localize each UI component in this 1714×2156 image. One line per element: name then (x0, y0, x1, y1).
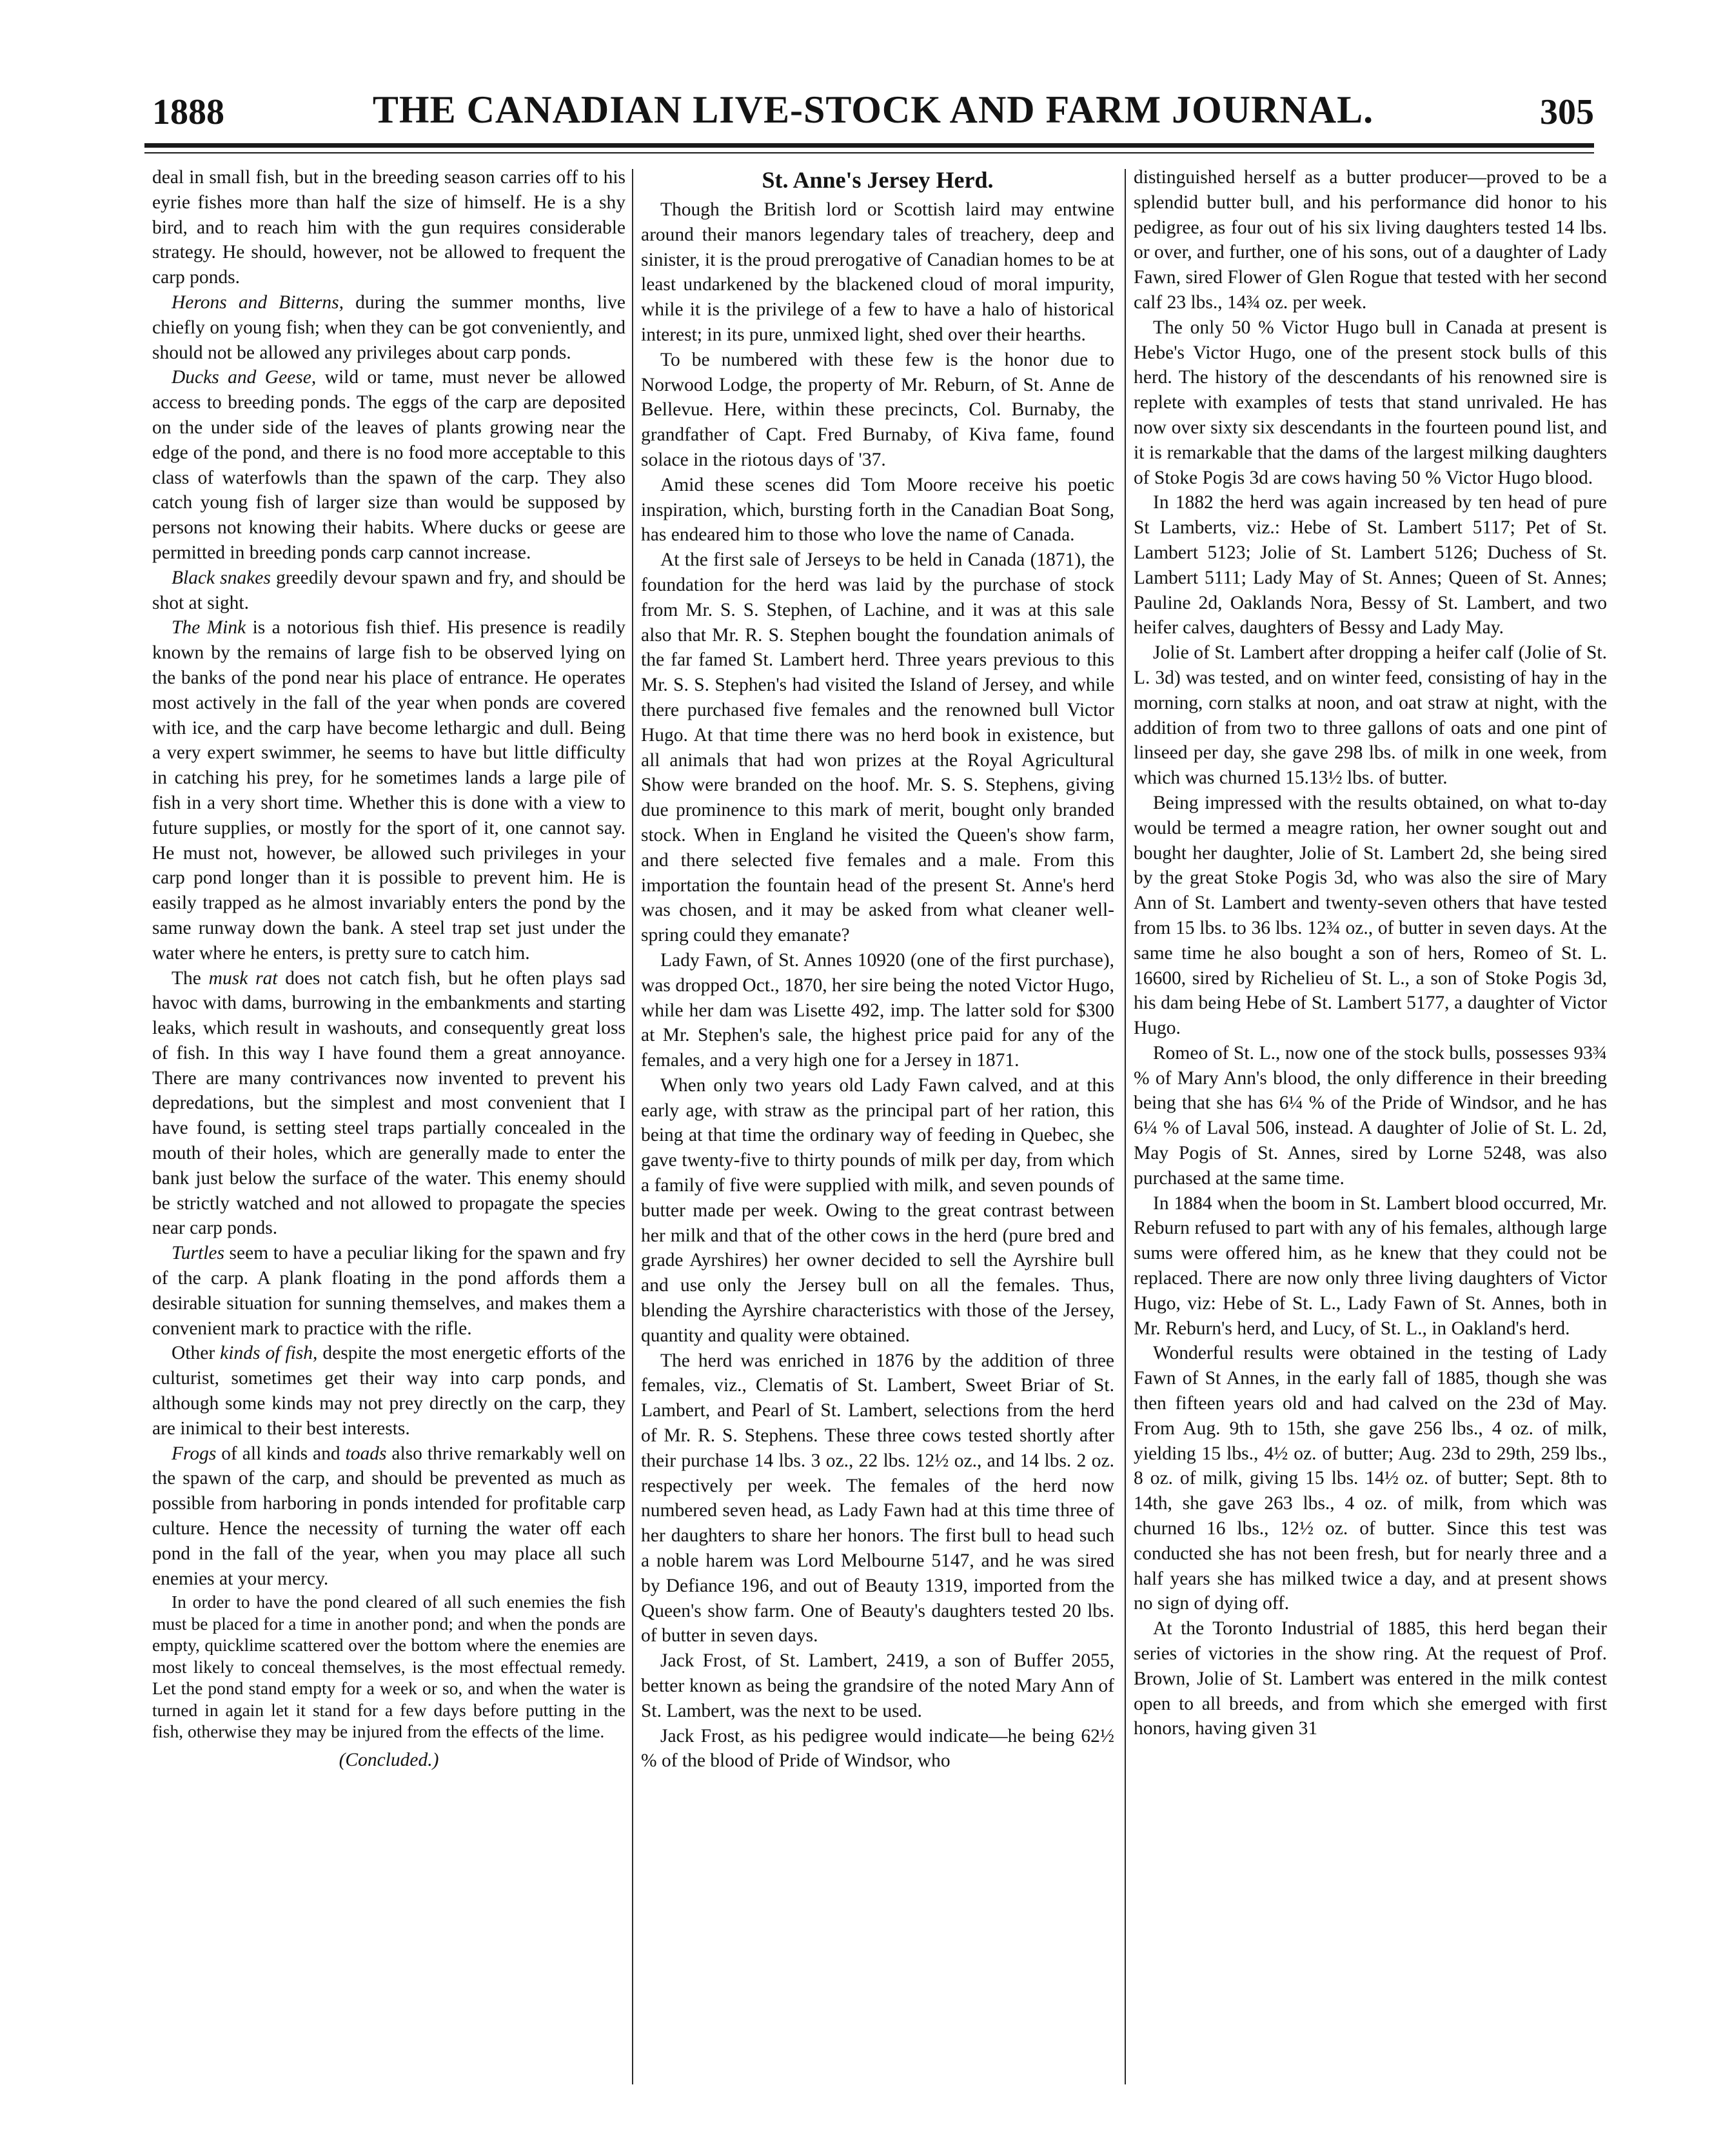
run-in-heading: Ducks and Geese, (172, 367, 317, 388)
paragraph: Amid these scenes did Tom Moore receive his poetic inspiration, which, bursting forth in the Canadian Boat Song, has endeared him to those who love the name of Canada. (641, 474, 1114, 546)
paragraph (152, 966, 626, 1241)
run-in-heading: toads (345, 1443, 387, 1464)
paragraph-text: wild or tame, must never be allowed access to breeding ponds. The eggs of the carp are deposited on the under side of the leaves of plants growing near the edge of the pond, and there is no food more acceptable to this class of waterfowls than the spawn of the carp. They also catch young fish of larger size than would be supposed by persons not knowing their habits. Where ducks or geese are permitted in breeding ponds carp cannot increase. (152, 367, 626, 563)
paragraph: To be numbered with these few is the honor due to Norwood Lodge, the property of Mr. Reburn, of St. Anne de Bellevue. Here, within these precincts, Col. Burnaby, the grandfather of Capt. Fred Burnaby, of Kiva fame, found solace in the riotous days of '37. (641, 349, 1114, 470)
page-year: 1888 (152, 92, 224, 132)
paragraph-text: is a notorious fish thief. His presence is readily known by the remains of large fish to be observed lying on the banks of the pond near his place of entrance. He operates most actively in the fall of the year when ponds are covered with ice, and the carp have become lethargic and dull. Being a very expert swimmer, he seems to have but little difficulty in catching his prey, for he sometimes lands a large pile of fish in a very short time. Whether this is done with a view to future supplies, or mostly for the sport of it, one cannot say. He must not, however, be allowed such privileges in your carp pond longer than it is possible to prevent him. He is easily trapped as he almost invariably enters the pond by the same runway down the bank. A steel trap set just under the water where he enters, is pretty sure to catch him. (152, 617, 626, 964)
paragraph (152, 1341, 626, 1441)
paragraph (152, 365, 626, 565)
run-in-heading: musk rat (208, 967, 278, 989)
paragraph-text: of all kinds and (216, 1443, 346, 1464)
paragraph (152, 1241, 626, 1341)
run-in-heading: Frogs (172, 1443, 217, 1464)
journal-title: THE CANADIAN LIVE-STOCK AND FARM JOURNAL. (372, 88, 1374, 131)
paragraph: Lady Fawn, of St. Annes 10920 (one of the first purchase), was dropped Oct., 1870, her sire being the noted Victor Hugo, while her dam was Lisette 492, imp. The latter sold for $300 at Mr. Stephen's sale, the highest price paid for any of the females, and a very high one for a Jersey in 1871. (641, 949, 1114, 1071)
paragraph-text: also thrive remarkably well on the spawn of the carp, and should be prevented as much as possible from harboring in ponds intended for profitable carp culture. Hence the necessity of turning the water off each pond in the fall of the year, when you may place all such enemies at your mercy. (152, 1443, 626, 1589)
paragraph-text: does not catch fish, but he often plays sad havoc with dams, burrowing in the embankments and starting leaks, which result in washouts, and consequently great loss of fish. In this way I have found them a great annoyance. There are many contrivances now invented to prevent his depredations, but the simplest and most convenient that I have found, is setting steel traps partially concealed in the mouth of their holes, which are generally made to enter the bank just below the surface of the water. This enemy should be strictly watched and not allowed to propagate the species near carp ponds. (152, 967, 626, 1239)
paragraph-text: The (172, 967, 209, 989)
paragraph-text: seem to have a peculiar liking for the spawn and fry of the carp. A plank floating in the pond affords them a desirable situation for sunning themselves, and makes them a convenient mark to practice with the rifle. (152, 1243, 626, 1339)
paragraph: Being impressed with the results obtained, on what to-day would be termed a meagre ration, her owner sought out and bought her daughter, Jolie of St. Lambert 2d, she being sired by the great Stoke Pogis 3d, who was also the sire of Mary Ann of St. Lambert and twenty-seven others that have tested from 15 lbs. to 36 lbs. 12¾ oz., of butter in seven days. At the same time he also bought a son of hers, Romeo of St. L. 16600, sired by Richelieu of St. L., a son of Stoke Pogis 3d, his dam being Hebe of St. Lambert 5177, a daughter of Victor Hugo. (1134, 792, 1607, 1039)
paragraph-text: greedily devour spawn and fry, and should be shot at sight. (152, 567, 626, 613)
run-in-heading: Turtles (172, 1243, 224, 1264)
paragraph (152, 615, 626, 965)
paragraph: At the Toronto Industrial of 1885, this herd began their series of victories in the show ring. At the request of Prof. Brown, Jolie of St. Lambert was entered in the milk contest open to all breeds, and from which she emerged with first honors, having given 31 (1134, 1618, 1607, 1739)
column-2 (641, 165, 1114, 1774)
run-in-heading: The Mink (172, 617, 246, 638)
paragraph: The herd was enriched in 1876 by the addition of three females, viz., Clematis of St. Lambert, Sweet Briar of St. Lambert, and Pearl of St. Lambert, selections from the herd of Mr. R. S. Stephens. These three cows tested shortly after their purchase 14 lbs. 3 oz., 22 lbs. 12½ oz., and 14 lbs. 2 oz. respectively per week. The females of the herd now numbered seven head, as Lady Fawn had at this time three of her daughters to share her honors. The first bull to head such a noble harem was Lord Melbourne 5147, and he was sired by Defiance 196, and out of Beauty 1319, imported from the Queen's show farm. One of Beauty's daughters tested 20 lbs. of butter in seven days. (641, 1350, 1114, 1647)
run-in-heading: Herons and Bitterns, (172, 292, 344, 313)
paragraph: deal in small fish, but in the breeding season carries off to his eyrie fishes more than half the size of himself. He is a shy bird, and to reach him with the gun requires considerable strategy. He should, however, not be allowed to frequent the carp ponds. (152, 167, 626, 288)
paragraph: Though the British lord or Scottish laird may entwine around their manors legendary tales of treachery, deep and sinister, it is the proud prerogative of Canadian homes to be at least undarkened by the blackened cloud of moral impurity, while it is the privilege of a few to have a halo of historical interest; in its pure, unmixed light, shed over their hearths. (641, 199, 1114, 345)
header-rule-thick (144, 143, 1594, 148)
header-rule-thin (144, 152, 1594, 153)
paragraph-text: Other (172, 1343, 221, 1364)
column-3 (1134, 165, 1607, 1741)
page-number: 305 (1540, 92, 1594, 132)
paragraph: When only two years old Lady Fawn calved, and at this early age, with straw as the principal part of her ration, this being at that time the ordinary way of feeding in Quebec, she gave twenty-five to thirty pounds of milk per day, from which a family of five were supplied with milk, and seven pounds of butter made per week. Owing to the great contrast between her milk and that of the other cows in the herd (pure bred and grade Ayrshires) her owner decided to sell the Ayrshire bull and use only the Jersey bull on all the females. Thus, blending the Ayrshire characteristics with those of the Jersey, quantity and quality were obtained. (641, 1074, 1114, 1346)
small-print-paragraph: In order to have the pond cleared of all such enemies the fish must be placed for a time in another pond; and when the ponds are empty, quicklime scattered over the bottom where the enemies are most likely to conceal themselves, is the most effectual remedy. Let the pond stand empty for a week or so, and when the water is turned in again let it stand for a few days before putting in the fish, otherwise they may be injured from the effects of the lime. (152, 1592, 626, 1742)
page-header (152, 85, 1594, 143)
paragraph: The only 50 % Victor Hugo bull in Canada at present is Hebe's Victor Hugo, one of the present stock bulls of this herd. The history of the descendants of his renowned sire is replete with examples of tests that stand unrivaled. He has now over sixty six descendants in the fourteen pound list, and it is remarkable that the dams of the largest milking daughters of Stoke Pogis 3d are cows having 50 % Victor Hugo blood. (1134, 317, 1607, 488)
paragraph: Romeo of St. L., now one of the stock bulls, possesses 93¾ % of Mary Ann's blood, the only difference in their breeding being that she has 6¼ % of the Pride of Windsor, and he has 6¼ % of Laval 506, instead. A daughter of Jolie of St. L. 2d, May Pogis of St. Annes, sired by Lorne 5248, was also purchased at the same time. (1134, 1042, 1607, 1189)
column-divider (632, 169, 633, 2084)
paragraph: Jack Frost, as his pedigree would indicate—he being 62½ % of the blood of Pride of Windsor, who (641, 1725, 1114, 1772)
paragraph (152, 566, 626, 616)
paragraph: Jack Frost, of St. Lambert, 2419, a son of Buffer 2055, better known as being the grandsire of the noted Mary Ann of St. Lambert, was the next to be used. (641, 1650, 1114, 1721)
concluded-note: (Concluded.) (339, 1749, 439, 1770)
paragraph (152, 290, 626, 365)
run-in-heading: kinds of fish, (220, 1343, 318, 1364)
column-1 (152, 165, 626, 1773)
paragraph: Wonderful results were obtained in the testing of Lady Fawn of St Annes, in the early fall of 1885, though she was then fifteen years old and had calved on the 23d of May. From Aug. 9th to 15th, she gave 256 lbs., 4 oz. of milk, yielding 15 lbs., 4½ oz. of butter; Aug. 23d to 29th, 259 lbs., 8 oz. of milk, giving 15 lbs. 14½ oz. of butter; Sept. 8th to 14th, she gave 263 lbs., 4 oz. of milk, from which was churned 16 lbs., 12½ oz. of butter. Since this test was conducted she has not been fresh, but for nearly three and a half years she has milked twice a day, and at present shows no sign of dying off. (1134, 1343, 1607, 1614)
paragraph: At the first sale of Jerseys to be held in Canada (1871), the foundation for the herd was laid by the purchase of stock from Mr. S. S. Stephen, of Lachine, and it was at this sale also that Mr. R. S. Stephen bought the foundation animals of the far famed St. Lambert herd. Three years previous to this Mr. S. S. Stephen's had visited the Island of Jersey, and while there purchased five females and the renowned bull Victor Hugo. At that time there was no herd book in existence, but all animals that had won prizes at the Royal Agricultural Show were branded on the hoof. Mr. S. S. Stephens, giving due prominence to this mark of merit, bought only branded stock. When in England he visited the Queen's show farm, and there selected five females and a male. From this importation the fountain head of the present St. Anne's herd was chosen, and it may be asked from what cleaner well-spring could they emanate? (641, 549, 1114, 946)
column-divider (1125, 169, 1126, 2084)
paragraph: Jolie of St. Lambert after dropping a heifer calf (Jolie of St. L. 3d) was tested, and on winter feed, consisting of hay in the morning, corn stalks at noon, and oat straw at night, with the addition of from two to three gallons of oats and one pint of linseed per day, she gave 298 lbs. of milk in one week, from which was churned 15.13½ lbs. of butter. (1134, 642, 1607, 789)
paragraph: distinguished herself as a butter producer—proved to be a splendid butter bull, and his performance did honor to his pedigree, as four out of his six living daughters tested 14 lbs. or over, and further, one of his sons, out of a daughter of Lady Fawn, sired Flower of Glen Rogue that tested with her second calf 23 lbs., 14¾ oz. per week. (1134, 167, 1607, 313)
paragraph: In 1882 the herd was again increased by ten head of pure St Lamberts, viz.: Hebe of St. Lambert 5117; Pet of St. Lambert 5123; Jolie of St. Lambert 5126; Duchess of St. Lambert 5111; Lady May of St. Annes; Queen of St. Annes; Pauline 2d, Oaklands Nora, Bessy of St. Lambert, and two heifer calves, daughters of Bessy and Lady May. (1134, 492, 1607, 638)
paragraph (152, 1441, 626, 1592)
paragraph-text: during the summer months, live chiefly on young fish; when they can be got conveniently, and should not be allowed any privileges about carp ponds. (152, 292, 626, 363)
paragraph: In 1884 when the boom in St. Lambert blood occurred, Mr. Reburn refused to part with any of his females, although large sums were offered him, as he knew that they could not be replaced. There are now only three living daughters of Victor Hugo, viz: Hebe of St. L., Lady Fawn of St. Annes, both in Mr. Reburn's herd, and Lucy, of St. L., in Oakland's herd. (1134, 1192, 1607, 1339)
article-title: St. Anne's Jersey Herd. (762, 167, 994, 193)
run-in-heading: Black snakes (172, 567, 271, 588)
paragraph-text: despite the most energetic efforts of the culturist, sometimes get their way into carp ponds, and although some kinds may not prey directly on the carp, they are inimical to their best interests. (152, 1343, 626, 1439)
